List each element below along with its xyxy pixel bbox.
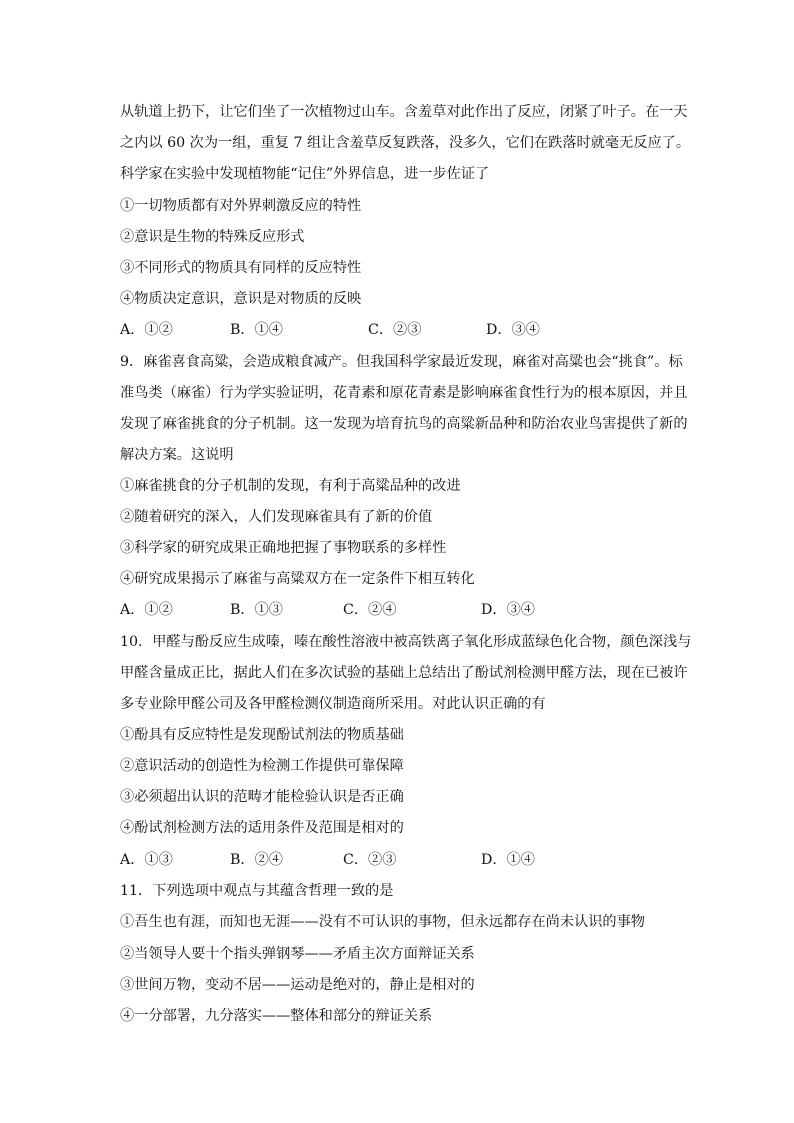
q10-statement-4: ④酚试剂检测方法的适用条件及范围是相对的 bbox=[120, 820, 404, 836]
q10-options bbox=[120, 850, 680, 870]
q10-option-a: A．①③ bbox=[120, 852, 173, 868]
q9-options bbox=[120, 600, 680, 620]
q9-option-a: A．①② bbox=[120, 602, 173, 618]
q8-statement-4: ④物质决定意识，意识是对物质的反映 bbox=[120, 291, 362, 307]
q8-option-a: A．①② bbox=[120, 322, 173, 338]
q9-option-b: B．①③ bbox=[230, 602, 283, 618]
q11-statement-2: ②当领导人要十个指头弹钢琴——矛盾主次方面辩证关系 bbox=[120, 946, 475, 962]
q11-statement-1: ①吾生也有涯，而知也无涯——没有不可认识的事物，但永远都存在尚未认识的事物 bbox=[120, 914, 645, 930]
q11-statement-4: ④一分部署，九分落实——整体和部分的辩证关系 bbox=[120, 1008, 433, 1024]
q8-options bbox=[120, 320, 680, 340]
q8-statement-1: ①一切物质都有对外界刺激反应的特性 bbox=[120, 198, 362, 214]
q9-statement-2: ②随着研究的深入，人们发现麻雀具有了新的价值 bbox=[120, 509, 433, 525]
q8-text-line-3: 科学家在实验中发现植物能“记住”外界信息，进一步佐证了 bbox=[120, 166, 490, 182]
q8-option-c: C．②③ bbox=[368, 322, 422, 338]
q10-option-c: C．②③ bbox=[343, 852, 397, 868]
q9-text-line-2: 准鸟类（麻雀）行为学实验证明，花青素和原花青素是影响麻雀食性行为的根本原因，并且 bbox=[120, 385, 688, 401]
q10-statement-2: ②意识活动的创造性为检测工作提供可靠保障 bbox=[120, 758, 404, 774]
q10-text-line-1: 10．甲醛与酚反应生成嗪，嗪在酸性溶液中被高铁离子氧化形成蓝绿色化合物，颜色深浅与 bbox=[120, 634, 692, 650]
q8-text-line-2: 之内以 60 次为一组，重复 7 组让含羞草反复跌落，没多久，它们在跌落时就毫无反应了。 bbox=[120, 135, 691, 151]
q8-statement-2: ②意识是生物的特殊反应形式 bbox=[120, 229, 305, 245]
q11-statement-3: ③世间万物，变动不居——运动是绝对的，静止是相对的 bbox=[120, 977, 475, 993]
q8-option-d: D．③④ bbox=[486, 322, 540, 338]
q10-option-d: D．①④ bbox=[481, 852, 535, 868]
q10-option-b: B．②④ bbox=[230, 852, 283, 868]
q8-text-line-1: 从轨道上扔下，让它们坐了一次植物过山车。含羞草对此作出了反应，闭紧了叶子。在一天 bbox=[120, 104, 688, 120]
q9-statement-3: ③科学家的研究成果正确地把握了事物联系的多样性 bbox=[120, 540, 447, 556]
q10-text-line-2: 甲醛含量成正比，据此人们在多次试验的基础上总结出了酚试剂检测甲醛方法，现在已被许 bbox=[120, 665, 688, 681]
q10-statement-3: ③必须超出认识的范畴才能检验认识是否正确 bbox=[120, 789, 404, 805]
q9-statement-4: ④研究成果揭示了麻雀与高粱双方在一定条件下相互转化 bbox=[120, 571, 475, 587]
q8-statement-3: ③不同形式的物质具有同样的反应特性 bbox=[120, 260, 362, 276]
q9-statement-1: ①麻雀挑食的分子机制的发现，有利于高粱品种的改进 bbox=[120, 478, 461, 494]
q11-text-line-1: 11．下列选项中观点与其蕴含哲理一致的是 bbox=[120, 883, 394, 899]
q9-text-line-1: 9．麻雀喜食高粱，会造成粮食减产。但我国科学家最近发现，麻雀对高粱也会“挑食”。标 bbox=[120, 354, 683, 370]
q8-option-b: B．①④ bbox=[230, 322, 283, 338]
q9-text-line-3: 发现了麻雀挑食的分子机制。这一发现为培育抗鸟的高粱新品种和防治农业鸟害提供了新的 bbox=[120, 416, 688, 432]
q9-option-c: C．②④ bbox=[343, 602, 397, 618]
q9-text-line-4: 解决方案。这说明 bbox=[120, 447, 234, 463]
q9-option-d: D．③④ bbox=[481, 602, 535, 618]
q10-statement-1: ①酚具有反应特性是发现酚试剂法的物质基础 bbox=[120, 727, 404, 743]
q10-text-line-3: 多专业除甲醛公司及各甲醛检测仪制造商所采用。对此认识正确的有 bbox=[120, 696, 546, 712]
